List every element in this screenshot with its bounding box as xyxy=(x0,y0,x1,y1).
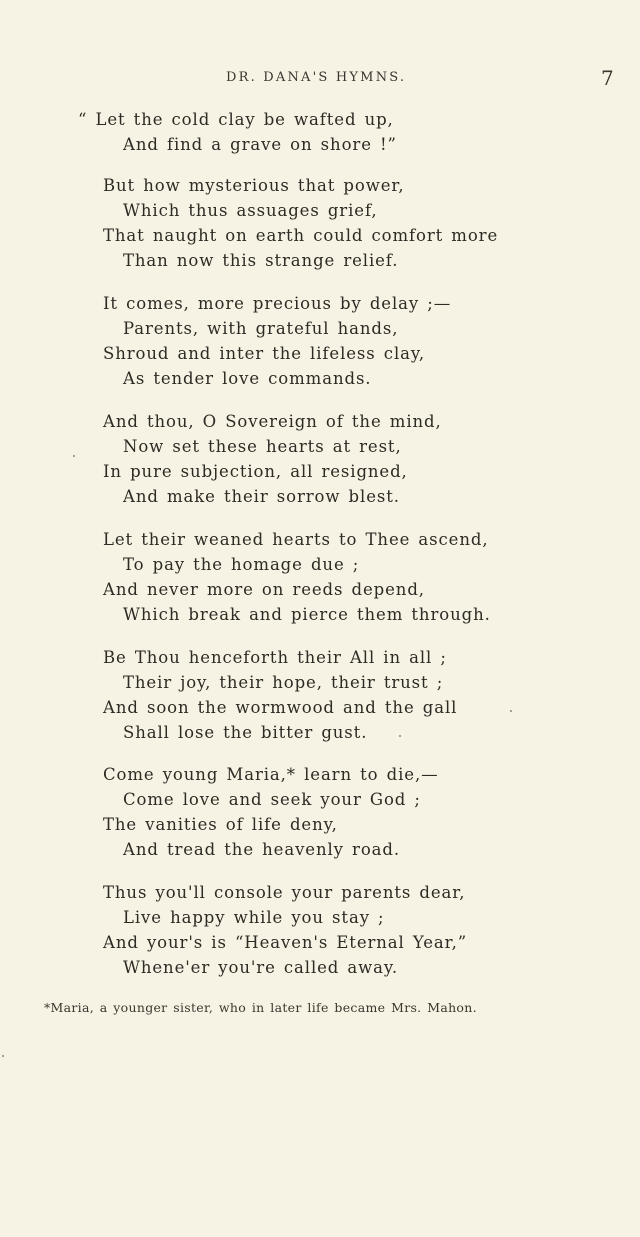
poem-line: Shall lose the bitter gust. xyxy=(123,723,368,742)
poem-line: Now set these hearts at rest, xyxy=(123,437,402,456)
poem-line: And tread the heavenly road. xyxy=(123,840,400,859)
poem-line: Come young Maria,* learn to die,— xyxy=(103,765,439,784)
poem-line: Let their weaned hearts to Thee ascend, xyxy=(103,530,489,549)
poem-line: Parents, with grateful hands, xyxy=(123,319,399,338)
poem-line: And make their sorrow blest. xyxy=(123,487,400,506)
poem-line: Shroud and inter the lifeless clay, xyxy=(103,344,426,363)
poem-line: Their joy, their hope, their trust ; xyxy=(123,673,444,692)
poem-line: And find a grave on shore !” xyxy=(123,135,397,154)
poem-line: And thou, O Sovereign of the mind, xyxy=(103,412,442,431)
poem-line: Come love and seek your God ; xyxy=(123,790,421,809)
poem-line: In pure subjection, all resigned, xyxy=(103,462,408,481)
footnote: *Maria, a younger sister, who in later life became Mrs. Mahon. xyxy=(44,1000,477,1015)
ink-speck xyxy=(399,735,401,737)
poem-line: Whene'er you're called away. xyxy=(123,958,399,977)
poem-line: Be Thou henceforth their All in all ; xyxy=(103,648,447,667)
page-number: 7 xyxy=(601,66,614,90)
poem-line: Which break and pierce them through. xyxy=(123,605,491,624)
poem-line: To pay the homage due ; xyxy=(123,555,360,574)
poem-line: That naught on earth could comfort more xyxy=(103,226,499,245)
poem-line: “ Let the cold clay be wafted up, xyxy=(78,110,394,129)
poem-line: Thus you'll console your parents dear, xyxy=(103,883,466,902)
poem-line: Live happy while you stay ; xyxy=(123,908,385,927)
poem-line: Than now this strange relief. xyxy=(123,251,399,270)
poem-line: And your's is “Heaven's Eternal Year,” xyxy=(103,933,468,952)
poem-line: As tender love commands. xyxy=(123,369,372,388)
poem-line: And never more on reeds depend, xyxy=(103,580,425,599)
ink-speck xyxy=(2,1055,4,1057)
poem-line: It comes, more precious by delay ;— xyxy=(103,294,452,313)
poem-line: But how mysterious that power, xyxy=(103,176,405,195)
running-title: DR. DANA'S HYMNS. xyxy=(226,70,407,85)
ink-speck xyxy=(510,710,512,712)
ink-speck xyxy=(73,455,75,457)
poem-line: The vanities of life deny, xyxy=(103,815,338,834)
poem-line: And soon the wormwood and the gall xyxy=(103,698,458,717)
poem-line: Which thus assuages grief, xyxy=(123,201,378,220)
